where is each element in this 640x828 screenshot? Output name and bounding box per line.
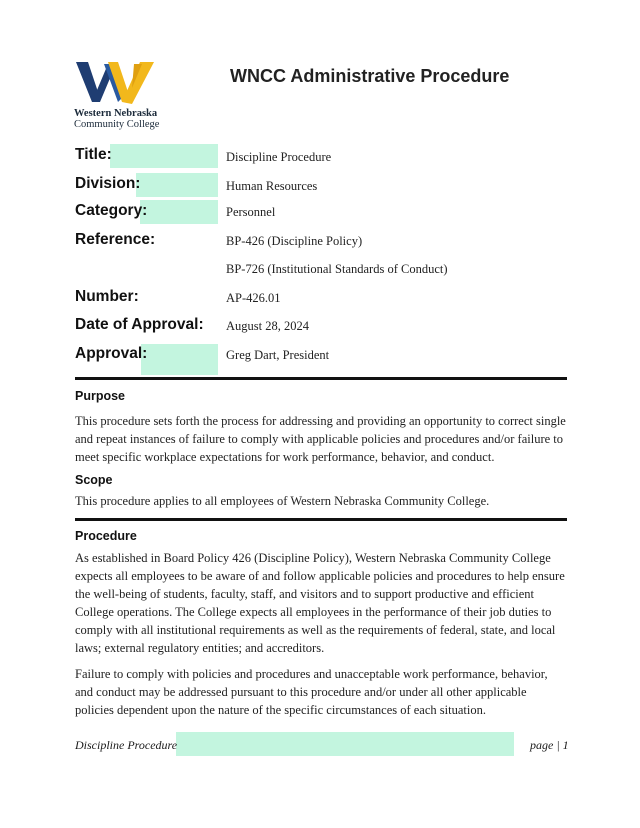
footer-highlight [176,732,514,756]
logo-text-line1: Western Nebraska [74,108,158,119]
page-title: WNCC Administrative Procedure [230,66,510,86]
reference-value-2: BP-726 (Institutional Standards of Conduct) [226,262,448,276]
category-value: Personnel [226,205,276,219]
title-value: Discipline Procedure [226,150,332,164]
logo-text-line2: Community College [74,119,160,130]
scope-text: This procedure applies to all employees of Western Nebraska Community College. [75,494,490,508]
procedure-paragraph-2: Failure to comply with policies and procedures and unacceptable work performance, behavior, and conduct may be addressed pursuant to this procedure and/or under all other applicable policies dependent upon the nature of the specific circumstances of each situation. [75,667,548,717]
wncc-logo [74,58,158,106]
approval-label: Approval: [75,345,148,362]
procedure-paragraph-1: As established in Board Policy 426 (Discipline Policy), Western Nebraska Community College expects all employees to be aware of and follow applicable policies and procedures to help ensure the well-being of students, faculty, staff, and visitors and to support productive and efficient College operations. The College expects all employees in the performance of their job duties to comply with all institutional requirements as well as the requirements of federal, state, and local laws; external regulatory entities; and accreditors. [75,551,565,655]
title-highlight [110,144,218,168]
approval-highlight [141,344,218,375]
title-label: Title: [75,146,112,163]
section-divider [75,518,567,521]
division-highlight [136,173,218,197]
number-label: Number: [75,288,139,305]
division-label: Division: [75,175,141,192]
approval-value: Greg Dart, President [226,348,330,362]
reference-value-1: BP-426 (Discipline Policy) [226,234,363,248]
section-divider [75,377,567,380]
footer-doc-name: Discipline Procedure [75,738,178,752]
category-highlight [140,200,218,224]
reference-label: Reference: [75,231,156,248]
procedure-heading: Procedure [75,529,137,543]
category-label: Category: [75,202,148,219]
number-value: AP-426.01 [226,291,281,305]
wncc-logo-mark [74,58,158,106]
purpose-text: This procedure sets forth the process for addressing and providing an opportunity to correct single and repeat instances of failure to comply with applicable policies and procedures and/or failure to meet specific workplace expectations for work performance, behavior, and conduct. [75,414,566,464]
division-value: Human Resources [226,179,318,193]
page-number: page | 1 [530,738,569,752]
date-value: August 28, 2024 [226,319,309,333]
scope-heading: Scope [75,473,113,487]
purpose-heading: Purpose [75,389,126,403]
date-label: Date of Approval: [75,316,204,333]
